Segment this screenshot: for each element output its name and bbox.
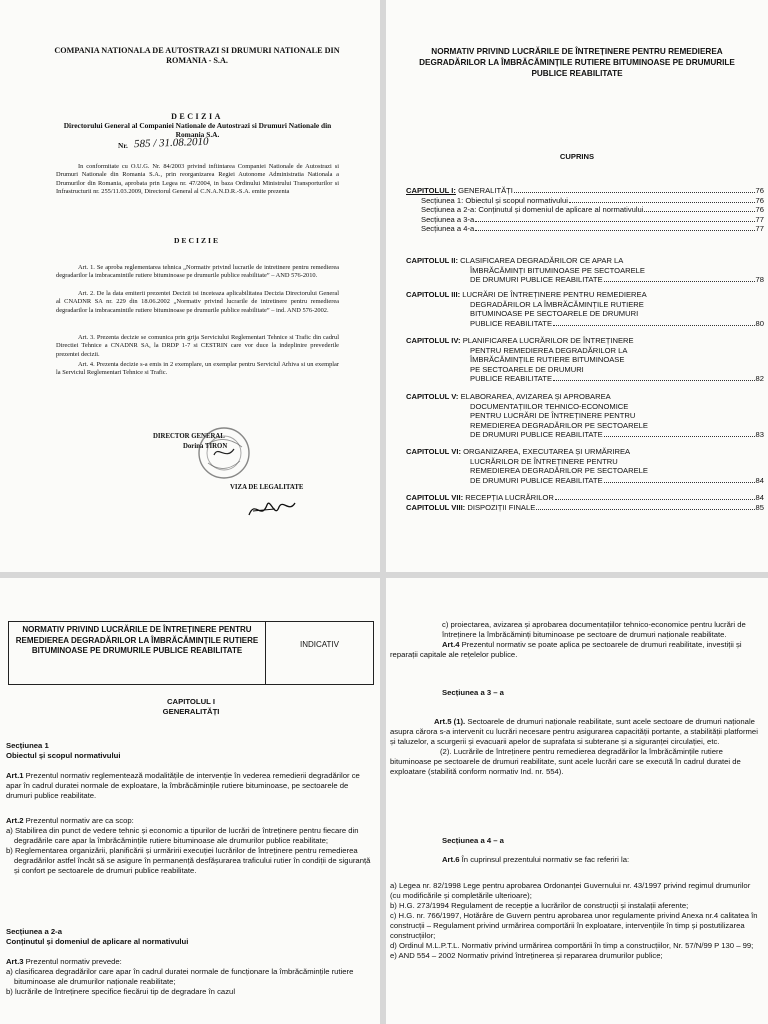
decision-number-label: Nr.: [118, 141, 128, 150]
article-3-item-b: b) lucrările de întreținere specifice fiecărui tip de degradare în cazul: [6, 987, 236, 996]
normativ-title: NORMATIV PRIVIND LUCRĂRILE DE ÎNTREȚINERE PENTRU REMEDIEREA DEGRADĂRILOR LA ÎMBRĂCĂMINȚILE RUTIERE BITUMINOASE PE DRUMURILE PUBLICE REABILITATE: [419, 47, 735, 78]
decision-heading: DECIZIA: [171, 112, 223, 121]
toc-chapter-3[interactable]: CAPITOLUL III: LUCRĂRI DE ÎNTREȚINERE PENTRU REMEDIEREA DEGRADĂRILOR LA ÎMBRĂCĂMINȚILE RUTIERE BITUMINOASE PE SECTOARELE DE DRUMURI PUBLICE REABILITATE 80: [406, 290, 764, 328]
page-cuprins: [386, 0, 768, 572]
reference-a: a) Legea nr. 82/1998 Lege pentru aprobarea Ordonanței Guvernului nr. 43/1997 privind regimul drumurilor (cu modificările și completările ulterioare);: [390, 881, 751, 900]
toc-chapter-5[interactable]: CAPITOLUL V: ELABORAREA, AVIZAREA ȘI APROBAREA DOCUMENTAȚIILOR TEHNICO-ECONOMICE PENTRU LUCRĂRI DE ÎNTREȚINERE PENTRU REMEDIEREA DEGRADĂRILOR PE SECTOARELE DE DRUMURI PUBLICE REABILITATE 83: [406, 392, 764, 440]
header-table-indicativ: INDICATIV: [300, 640, 339, 649]
toc-section-3: Secțiunea a 3-a 77: [421, 214, 764, 224]
decision-subtitle: Directorului General al Companiei Nationale de Autostrazi si Drumuri Nationale din Romania S.A.: [63, 121, 332, 139]
article-3: Art.3 Prezentul normativ prevede: a) clasificarea degradărilor care apar în cadrul duratei normale de funcționare la îmbrăcămințile rutiere bituminoase ale drumurilor naționale reabilitate; b) lucrările de întreținere specifice fiecărui tip de degradare în cazul: [6, 957, 376, 997]
decision-article-2: Art. 2. De la data emiterii prezentei Decizii isi inceteaza aplicabilitatea Decizia Directorului General al CNADNR SA nr. 229 din 18.06.2002 „Normativ privind lucrarile de intretinere pentru remedierea degradarilor la imbracamintile rutiere bituminoase pe drumurile publice reabilitate” – ind. AND 576-2002.: [56, 290, 339, 314]
section-4-heading: Secțiunea a 4 – a: [442, 836, 504, 845]
references-list: [390, 881, 762, 961]
chapter-heading: CAPITOLUL I GENERALITĂȚI: [162, 697, 220, 716]
toc-chapter-4[interactable]: CAPITOLUL IV: PLANIFICAREA LUCRĂRILOR DE ÎNTREȚINERE PENTRU REMEDIEREA DEGRADĂRILOR LA ÎMBRĂCĂMINȚILE RUTIERE BITUMINOASE PE SECTOARELE DE DRUMURI PUBLICE REABILITATE 82: [406, 336, 764, 384]
header-table-title: NORMATIV PRIVIND LUCRĂRILE DE ÎNTREȚINERE PENTRU REMEDIEREA DEGRADĂRILOR LA ÎMBRĂCĂMINȚILE RUTIERE BITUMINOASE PE DRUMURILE PUBLICE REABILITATE: [9, 622, 266, 684]
toc-chapter-8[interactable]: CAPITOLUL VIII: DISPOZIȚII FINALE 85: [406, 503, 764, 512]
toc-chapter-2[interactable]: CAPITOLUL II: CLASIFICAREA DEGRADĂRILOR CE APAR LA ÎMBRĂCĂMINȚI BITUMINOASE PE SECTOARELE DE DRUMURI PUBLICE REABILITATE 78: [406, 256, 764, 285]
article-5-paragraph-2: (2). Lucrările de întreținere pentru remedierea degradărilor la îmbrăcămințile rutiere bituminoase pe sectoarele de drumuri reabilitate, sunt acele lucrări care se execută în cadrul duratei de exploatare (stabilită conform normativ Ind. nr. 554).: [390, 747, 741, 776]
decision-intro: In conformitate cu O.U.G. Nr. 84/2003 privind infiintarea Companiei Nationale de Autostrazi si Drumuri Nationale din Romania S.A., prin reorganizarea Regiei Autonome Administratia Nationala a Drumurilor din Romania, aprobata prin Legea nr. 47/2004, in baza Ordinului Ministrului Transporturilor si Infrastructurii nr. 255/11.03.2009, Directorul General al C.N.A.N.D.R.-S.A. emite prezenta: [56, 163, 339, 196]
article-2-item-a: a) Stabilirea din punct de vedere tehnic și economic a tipurilor de lucrări de întreținere pentru fiecare din degradările care apar la îmbrăcămințile rutiere bituminoase ale drumurilor publice reabilitate;: [6, 826, 359, 845]
cuprins-heading: CUPRINS: [559, 152, 595, 161]
decision-number-handwritten: 585 / 31.08.2010: [133, 135, 209, 151]
toc-chapter-1[interactable]: CAPITOLUL I: GENERALITĂȚI 76 Secțiunea 1: Obiectul și scopul normativului 76 Secțiunea a 2-a: Conținutul și domeniul de aplicare al normativului 76 Secțiunea a 3-a 77 Secțiunea a 4-a 77: [406, 186, 764, 234]
decision-article-4: Art. 4. Prezenta decizie s-a emis in 2 exemplare, un exemplar pentru Serviciul Arhiva si un exemplar la Serviciul Reglementari Tehnice si Trafic.: [56, 361, 339, 377]
toc-chapter-7[interactable]: CAPITOLUL VII: RECEPȚIA LUCRĂRILOR 84: [406, 493, 764, 502]
article-6: Art.6 În cuprinsul prezentului normativ se fac referiri la:: [442, 855, 630, 864]
toc-chapter-6[interactable]: CAPITOLUL VI: ORGANIZAREA, EXECUTAREA ȘI URMĂRIREA LUCRĂRILOR DE ÎNTREȚINERE PENTRU REMEDIEREA DEGRADĂRILOR PE SECTOARELE DE DRUMURI PUBLICE REABILITATE 84: [406, 447, 764, 485]
reference-e: e) AND 554 – 2002 Normativ privind întreținerea și repararea drumurilor publice;: [390, 951, 663, 960]
official-stamp-icon: [196, 425, 252, 481]
section-2-heading: Secțiunea a 2-a Conținutul și domeniul de aplicare al normativului: [6, 927, 189, 946]
section-1-heading: Secțiunea 1 Obiectul și scopul normativului: [6, 741, 121, 760]
reference-d: d) Ordinul M.L.P.T.L. Normativ privind urmărirea comportării în timp a construcțiilor, Nr. 57/N/99 P 130 – 99;: [390, 941, 754, 950]
director-name: Dorina TIRON: [183, 443, 228, 450]
director-title: DIRECTOR GENERAL: [153, 433, 225, 440]
article-3-item-a: a) clasificarea degradărilor care apar în cadrul duratei normale de funcționare la îmbrăcămințile rutiere bituminoase ale drumurilor naționale reabilitate;: [6, 967, 354, 986]
decision-article-3: Art. 3. Prezenta decizie se comunica prin grija Serviciului Reglementari Tehnice si Trafic din cadrul Directiei Tehnice a CNADNR SA, la DRDP 1-7 si CESTRIN care vor duce la indeplinire prevederile prezentei decizii.: [56, 334, 339, 358]
reference-c: c) H.G. nr. 766/1997, Hotărâre de Guvern pentru aprobarea unor regulamente privind Anexa nr.4 calitatea în construcții – Regulament privind urmărirea comportării în exploatare, intervențiile în timp și postutilizarea construcțiilor;: [390, 911, 758, 940]
article-3-item-c: c) proiectarea, avizarea și aprobarea documentațiilor tehnico-economice pentru lucrări de întreținere la îmbrăcăminți bituminoase pe sectoare de drumuri naționale reabilitate. Art.4 Prezentul normativ se poate aplica pe sectoarele de drumuri reabilitate, investiții și reparații capitale ale rețelelor publice.: [390, 620, 746, 659]
toc-section-4: Secțiunea a 4-a 77: [421, 224, 764, 234]
reference-b: b) H.G. 273/1994 Regulament de recepție a lucrărilor de construcții și instalații aferente;: [390, 901, 689, 910]
page-capitolul-1: [0, 578, 380, 1024]
signature-icon: [245, 493, 299, 523]
decision-article-1: Art. 1. Se aproba reglementarea tehnica „Normativ privind lucrarile de intretinere pentru remedierea degradarilor la imbracamintile rutiere bituminoase pe drumurile publice reabilitate” – AND 576-2010.: [56, 264, 339, 280]
company-header: COMPANIA NATIONALA DE AUTOSTRAZI SI DRUMURI NATIONALE DIN ROMANIA - S.A.: [54, 46, 340, 65]
article-2: Art.2 Prezentul normativ are ca scop: a) Stabilirea din punct de vedere tehnic și economic a tipurilor de lucrări de întreținere pentru fiecare din degradările care apar la îmbrăcămințile rutiere bituminoase ale drumurilor publice reabilitate; b) Reglementarea organizării, planificării și urmăririi execuției lucrărilor de întreținere pentru remedierea degradărilor astfel încât să se asigure în permanență desfășurarea traficului rutier în condiții de siguranță și confort pe sectoarele de drumuri publice reabilitate.: [6, 816, 376, 876]
section-3-heading: Secțiunea a 3 – a: [442, 688, 504, 697]
header-table: [8, 621, 374, 685]
decizie-heading: DECIZIE: [173, 236, 221, 245]
page-decizie: [0, 0, 380, 572]
toc-section-2: Secțiunea a 2-a: Conținutul și domeniul de aplicare al normativului 76: [421, 205, 764, 215]
article-5: Art.5 (1). Sectoarele de drumuri naționale reabilitate, sunt acele sectoare de drumuri naționale asupra cărora s-a intervenit cu lucrări necesare pentru asigurarea capacității portante, a stabilității platformei și taluzelor, a scurgerii și evacuarii apelor de suprafata si subterane și a siguranței circulației, etc. (2). Lucrările de întreținere pentru remedierea degradărilor la îmbrăcămințile rutiere bituminoase pe sectoarele de drumuri reabilitate, sunt acele lucrări care se execută în cadrul duratei de exploatare (stabilită conform normativ Ind. nr. 554).: [390, 717, 762, 777]
article-1: Art.1 Prezentul normativ reglementează modalitățile de intervenție în vederea remedierii degradărilor ce apar în cadrul duratei normale de exploatare, la îmbrăcămințile rutiere bituminoase, pe sectoarele de drumuri publice reabilitate.: [6, 771, 360, 800]
page-sectiuni: [386, 578, 768, 1024]
legality-visa: VIZA DE LEGALITATE: [230, 484, 304, 491]
article-2-item-b: b) Reglementarea organizării, planificării și urmăririi execuției lucrărilor de întreținere pentru remedierea degradărilor astfel încât să se asigure în permanență desfășurarea traficului rutier în condiții de siguranță și confort pe sectoarele de drumuri publice reabilitate.: [6, 846, 371, 875]
toc-section-1: Secțiunea 1: Obiectul și scopul normativului 76: [421, 195, 764, 205]
